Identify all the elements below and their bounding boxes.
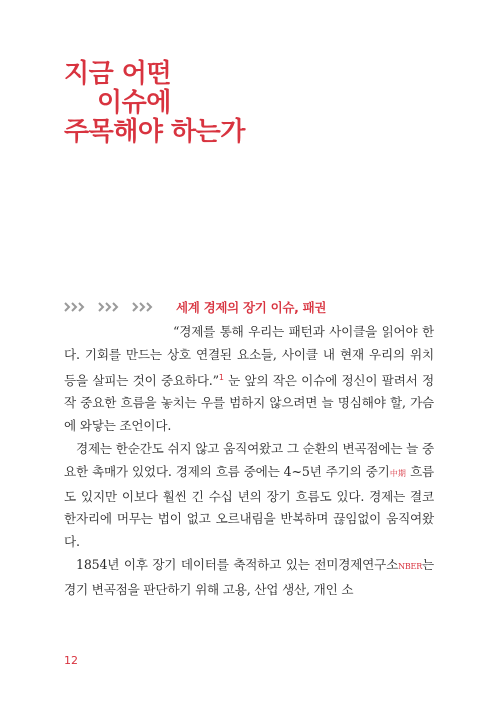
paragraph-2-text-a: 경제는 한순간도 쉬지 않고 움직여왔고 그 순환의 변곡점에는 늘 중요한 촉매가 있었다. 경제의 흐름 중에는 4~5년 주기의 중기 xyxy=(64,440,434,479)
paragraph-1-text-b: 눈 앞의 작은 이슈에 정신이 팔려서 정작 중요한 흐름을 놓치는 우를 범하지 않으려면 늘 명심해야 할, 가슴에 와닿는 조언이다. xyxy=(64,372,435,434)
hanja-annotation: 中期 xyxy=(389,468,406,478)
chapter-title-line-1: 지금 어떤 xyxy=(64,59,172,89)
chapter-title-line-3: 주목해야 하는가 xyxy=(64,117,245,147)
chapter-title-line-2: 이슈에 xyxy=(97,88,171,118)
chapter-title xyxy=(64,60,245,147)
section-heading-label: 세계 경제의 장기 이슈, 패권 xyxy=(176,300,327,315)
body-text xyxy=(64,321,434,602)
footnote-marker: 1 xyxy=(218,372,224,382)
chevron-group-icon xyxy=(98,302,124,312)
chevron-group-icon xyxy=(64,302,90,312)
paragraph-1-text-a: “경제를 통해 우리는 패턴과 사이클을 읽어야 한다. 기회를 만드는 상호 연결된 요소들, 사이클 내 현재 우리의 위치 등을 살피는 것이 중요하다.” xyxy=(64,324,434,388)
paragraph-2 xyxy=(64,438,434,554)
triple-chevron-icon xyxy=(64,302,158,312)
paragraph-3-text-a: 1854년 이후 장기 데이터를 축적하고 있는 전미경제연구소 xyxy=(76,556,399,572)
chevron-group-icon xyxy=(132,302,158,312)
page-number: 12 xyxy=(64,654,78,667)
paragraph-2-text-b: 흐름도 있지만 이보다 훨씬 긴 수십 년의 장기 흐름도 있다. 경제는 결코 한자리에 머무는 법이 없고 오르내림을 반복하며 끊임없이 움직여왔다. xyxy=(64,463,435,550)
paragraph-3-text-b: 는 경기 변곡점을 판단하기 위해 고용, 산업 생산, 개인 소 xyxy=(64,556,434,597)
section-heading xyxy=(64,298,326,316)
abbreviation-annotation: NBER xyxy=(398,561,423,571)
paragraph-1 xyxy=(64,321,434,438)
paragraph-3 xyxy=(64,554,434,602)
